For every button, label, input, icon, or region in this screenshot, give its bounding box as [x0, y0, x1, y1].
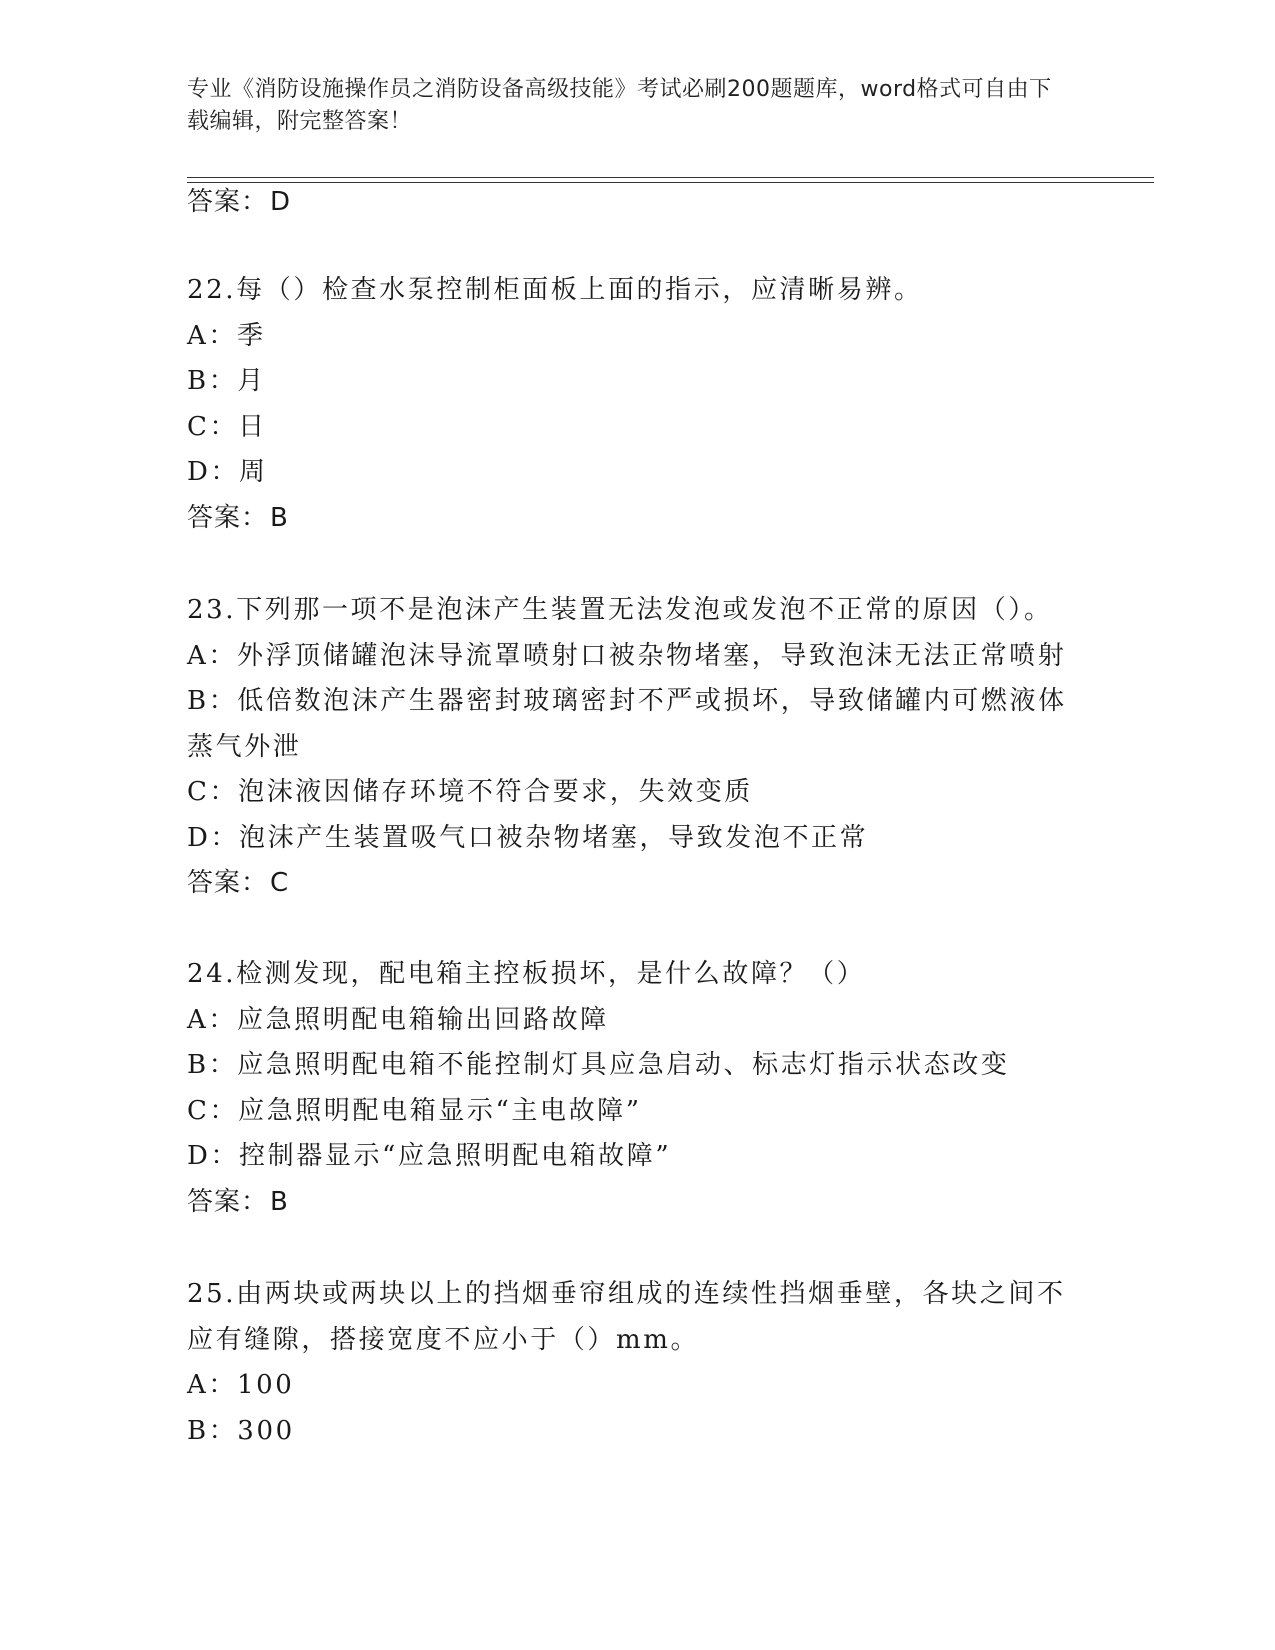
option-d: D：泡沫产生装置吸气口被杂物堵塞，导致发泡不正常	[187, 822, 869, 853]
option-c: C：应急照明配电箱显示“主电故障”	[187, 1095, 642, 1126]
option-b: B：月	[187, 366, 266, 396]
option-c: C：泡沫液因储存环境不符合要求，失效变质	[187, 777, 753, 807]
question-stem: 23.下列那一项不是泡沫产生装置无法发泡或发泡不正常的原因（）。	[187, 595, 1053, 625]
option-b: B：应急照明配电箱不能控制灯具应急启动、标志灯指示状态改变	[187, 1050, 1010, 1080]
question-22	[187, 268, 1087, 541]
option-a: A：外浮顶储罐泡沫导流罩喷射口被杂物堵塞，导致泡沫无法正常喷射	[187, 640, 1067, 671]
answer-label: 答案：	[187, 1186, 269, 1217]
answer-line	[187, 1180, 1087, 1226]
header-divider-top	[187, 177, 1154, 178]
option-a: A：应急照明配电箱输出回路故障	[187, 1004, 609, 1035]
question-25	[187, 1272, 1087, 1454]
option-d: D：周	[187, 457, 268, 487]
option-b: B：300	[187, 1415, 295, 1446]
question-stem: 22.每（）检查水泵控制柜面板上面的指示，应清晰易辨。	[187, 275, 923, 305]
option-a: A：季	[187, 320, 266, 351]
document-header: 专业《消防设施操作员之消防设备高级技能》考试必刷200题题库，word格式可自由下载编辑，附完整答案！	[187, 77, 1052, 134]
prev-answer-block	[187, 180, 1087, 226]
question-24	[187, 952, 1087, 1225]
answer-line	[187, 496, 1087, 542]
question-23	[187, 588, 1087, 907]
answer-line	[187, 180, 1087, 226]
option-d: D：控制器显示“应急照明配电箱故障”	[187, 1141, 672, 1171]
option-a: A：100	[187, 1370, 295, 1400]
answer-label: 答案：	[187, 868, 269, 898]
answer-label: 答案：	[187, 187, 269, 217]
answer-value: C	[270, 868, 290, 898]
answer-line	[187, 861, 1087, 907]
question-stem: 24.检测发现，配电箱主控板损坏，是什么故障？（）	[187, 959, 866, 989]
option-b: B：低倍数泡沫产生器密封玻璃密封不严或损坏，导致储罐内可燃液体蒸气外泄	[187, 686, 1067, 762]
answer-value: B	[270, 502, 289, 533]
answer-label: 答案：	[187, 502, 269, 533]
option-c: C：日	[187, 411, 267, 442]
answer-value: B	[270, 1186, 289, 1217]
answer-value: D	[270, 187, 292, 217]
question-stem: 25.由两块或两块以上的挡烟垂帘组成的连续性挡烟垂壁，各块之间不应有缝隙，搭接宽度不应小于（）mm。	[187, 1279, 1066, 1355]
